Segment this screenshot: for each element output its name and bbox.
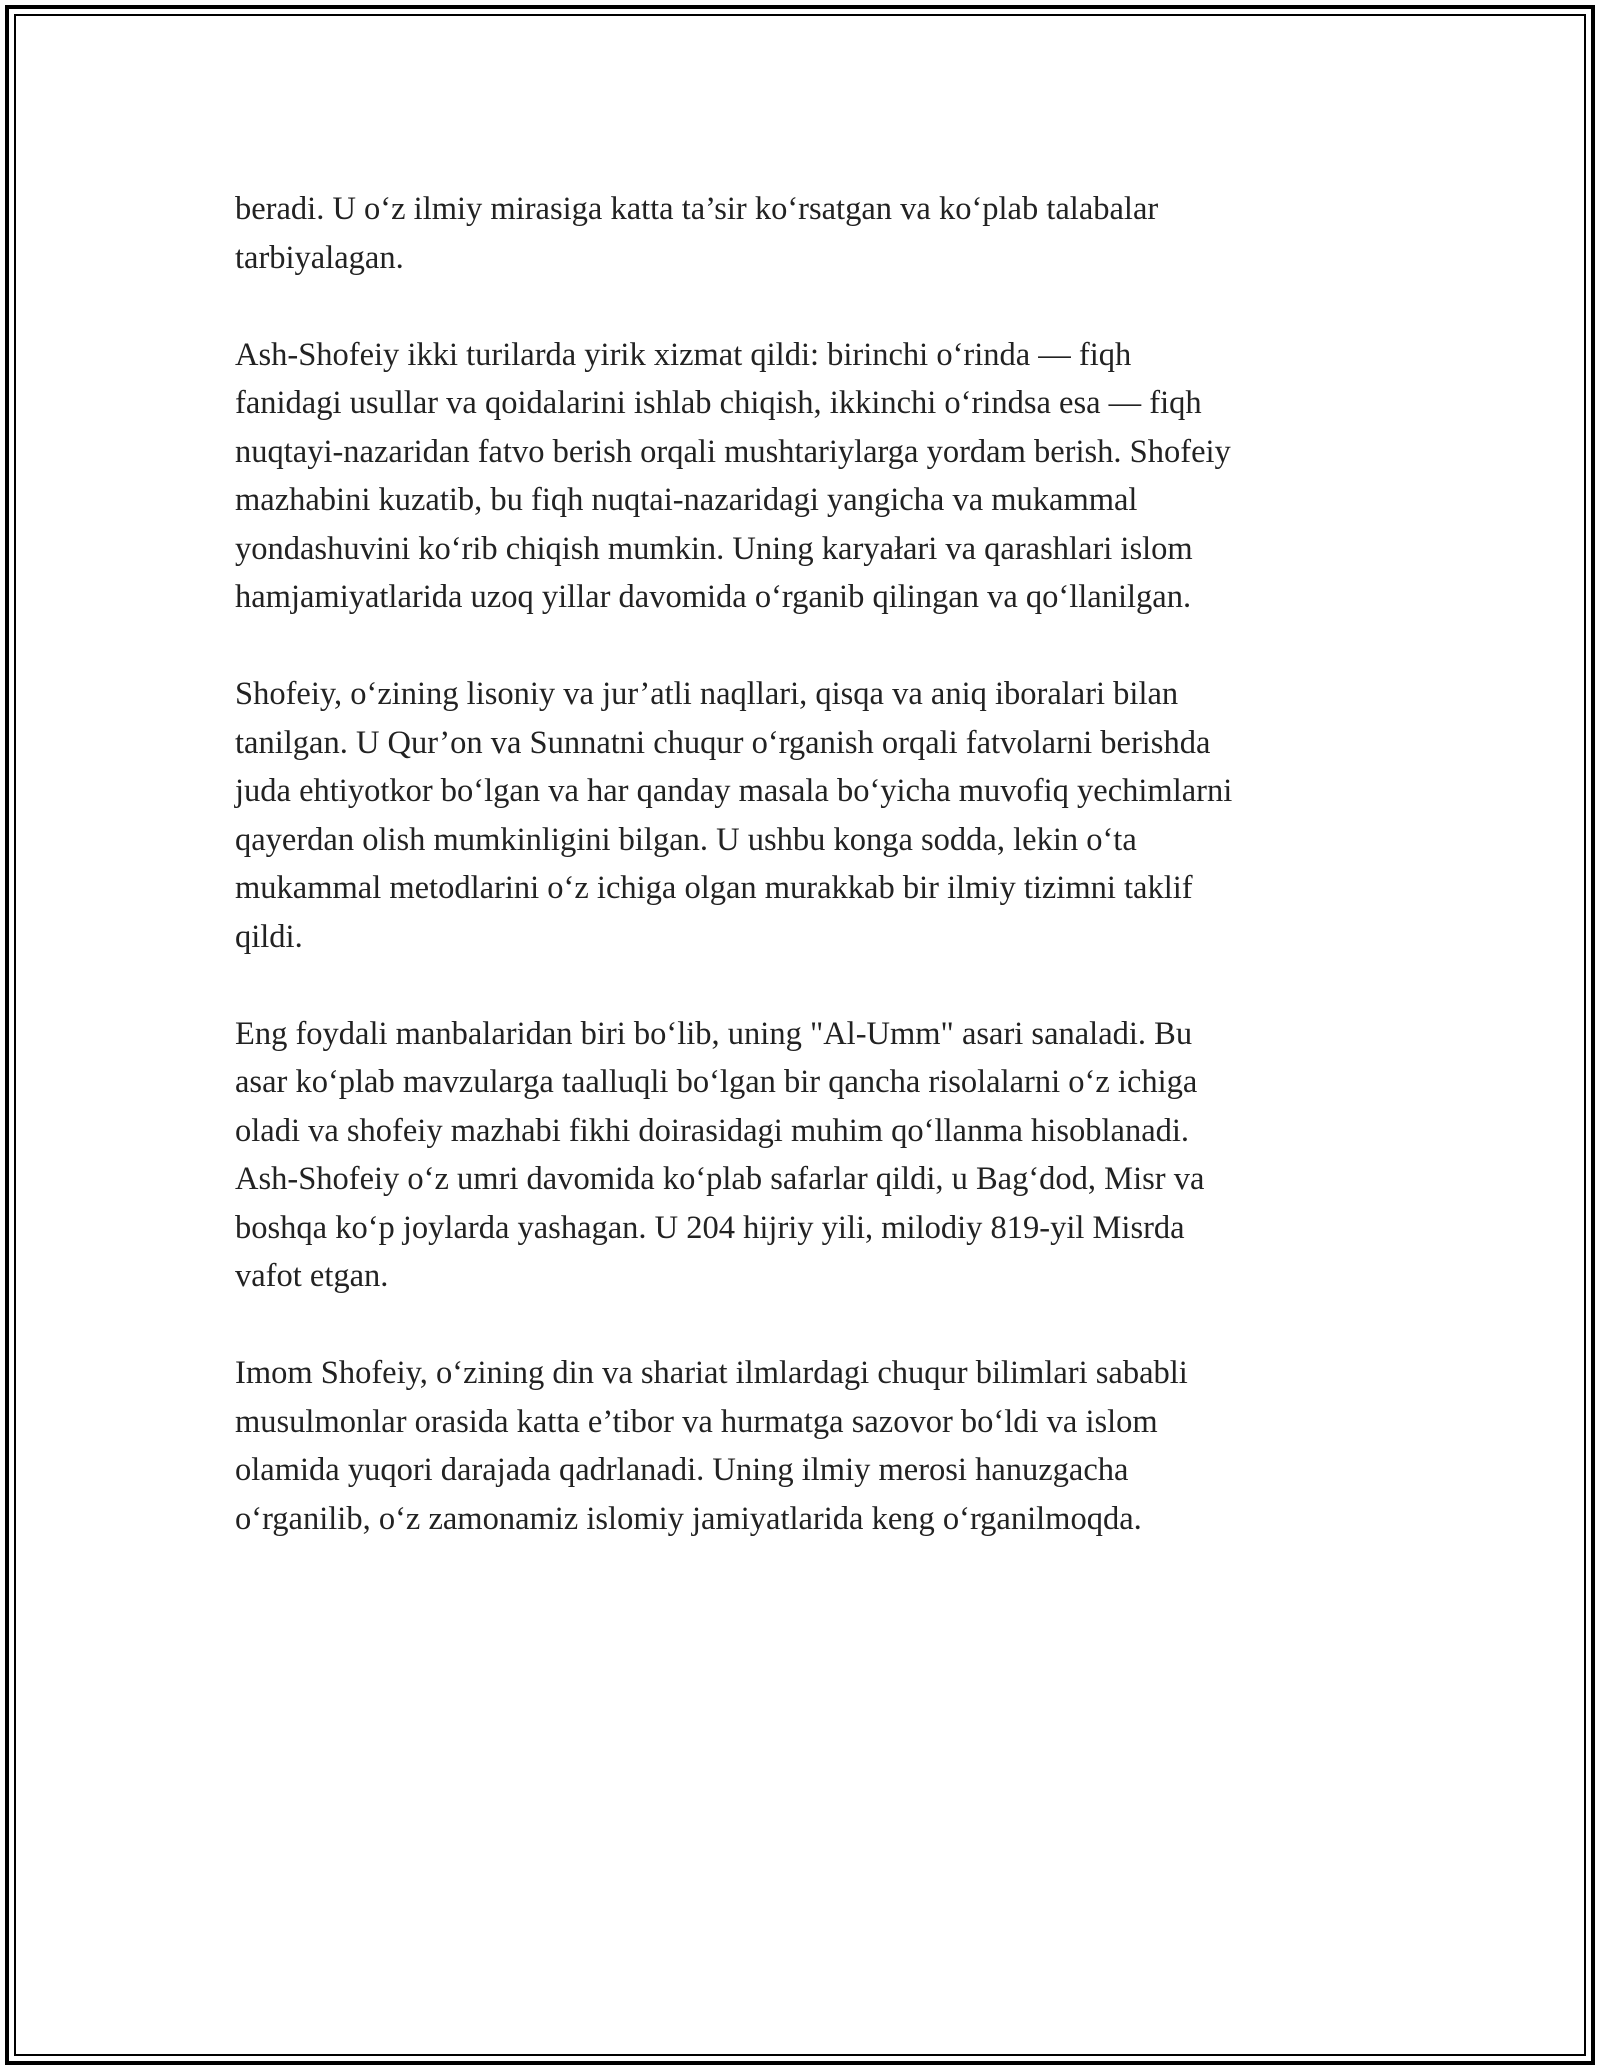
document-body xyxy=(235,185,1385,1543)
paragraph-1: beradi. U o‘z ilmiy mirasiga katta ta’sir ko‘rsatgan va ko‘plab talabalar tarbiyalagan. xyxy=(235,191,1159,276)
paragraph-5: Imom Shofeiy, o‘zining din va shariat ilmlardagi chuqur bilimlari sababli musulmonlar orasida katta e’tibor va hurmatga sazovor bo‘ldi va islom olamida yuqori darajada qadrlanadi. Uning ilmiy merosi hanuzgacha o‘rganilib, o‘z zamonamiz islomiy jamiyatlarida keng o‘rganilmoqda. xyxy=(235,1355,1188,1537)
paragraph-4: Eng foydali manbalaridan biri bo‘lib, uning "Al-Umm" asari sanaladi. Bu asar ko‘plab mavzularga taalluqli bo‘lgan bir qancha risolalarni o‘z ichiga oladi va shofeiy mazhabi fikhi doirasidagi muhim qo‘llanma hisoblanadi. Ash-Shofeiy o‘z umri davomida ko‘plab safarlar qildi, u Bag‘dod, Misr va boshqa ko‘p joylarda yashagan. U 204 hijriy yili, milodiy 819-yil Misrda vafot etgan. xyxy=(235,1015,1205,1294)
paragraph-3: Shofeiy, o‘zining lisoniy va jur’atli naqllari, qisqa va aniq iboralari bilan tanilgan. U Qur’on va Sunnatni chuqur o‘rganish orqali fatvolarni berishda juda ehtiyotkor bo‘lgan va har qanday masala bo‘yicha muvofiq yechimlarni qayerdan olish mumkinligini bilgan. U ushbu konga sodda, lekin o‘ta mukammal metodlarini o‘z ichiga olgan murakkab bir ilmiy tizimni taklif qildi. xyxy=(235,676,1233,955)
paragraph-2: Ash-Shofeiy ikki turilarda yirik xizmat qildi: birinchi o‘rinda — fiqh fanidagi usullar va qoidalarini ishlab chiqish, ikkinchi o‘rindsa esa — fiqh nuqtayi-nazaridan fatvo berish orqali mushtariylarga yordam berish. Shofeiy mazhabini kuzatib, bu fiqh nuqtai-nazaridagi yangicha va mukammal yondashuvini ko‘rib chiqish mumkin. Uning karyałari va qarashlari islom hamjamiyatlarida uzoq yillar davomida o‘rganib qilingan va qo‘llanilgan. xyxy=(235,336,1231,615)
